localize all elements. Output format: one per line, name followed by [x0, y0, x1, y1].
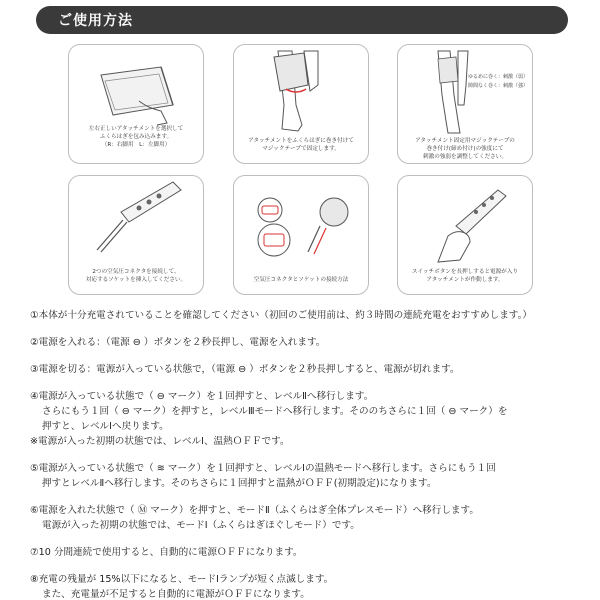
step-card-connector-method: [233, 175, 369, 295]
section-title: ご使用方法: [58, 13, 133, 29]
card-caption: 空気圧コネクタとソケットの接続方法: [253, 277, 349, 283]
step-card-adjust-strength: [397, 44, 533, 164]
strength-labels: ゆるめに巻く：刺激（弱） 隙間なく巻く：刺激（強）: [468, 74, 529, 89]
card-caption: スイッチボタンを長押しすると電源が入り アタッチメントが作動します。: [411, 269, 519, 283]
instruction-item-5: ⑤電源が入っている状態で（ ≋ マーク）を１回押すと、レベルⅠの温熱モードへ移行します。さらにもう１回 押すとレベルⅡへ移行します。そのちさらに１回押すと温熱がＯＦＦ(初期設定)になります。: [30, 463, 496, 489]
card-caption: 左右正しいアタッチメントを選択して ふくらはぎを包み込みます。 （R：右脚用 L：左脚用）: [88, 126, 184, 148]
card-caption: アタッチメントをふくらはぎに巻き付けて マジックテープで固定します。: [248, 138, 354, 152]
instructions-list: [30, 308, 590, 600]
instruction-item-6: ⑥電源を入れた状態で（ Ⓜ マーク）を押すと、モードⅡ（ふくらはぎ全体プレスモード）へ移行します。 電源が入った初期の状態では、モードⅠ（ふくらはぎほぐしモード）です。: [30, 505, 479, 531]
section-header: [36, 6, 568, 34]
instruction-item-4: ④電源が入っている状態で（ ⊖ マーク）を１回押すと、レベルⅡへ移行します。 さらにもう１回（ ⊖ マーク）を押すと，レベルⅢモードへ移行します。そののちさらに１回（ ⊖ マーク）を 押すと、レベルⅠへ戻ります。 ※電源が入った初期の状態では、レベルⅠ、温熱ＯＦＦです。: [30, 391, 508, 447]
step-card-connect-connectors: [68, 175, 204, 295]
instruction-item-7: ⑦10 分間連続で使用すると、自動的に電源ＯＦＦになります。: [30, 547, 303, 558]
step-card-select-attachment: [68, 44, 204, 164]
instruction-item-8: ⑧充電の残量が 15%以下になると、モードⅠランプが短く点滅します。 また、充電量が不足すると自動的に電源がＯＦＦになります。: [30, 574, 334, 600]
instruction-item-2: ②電源を入れる：（電源 ⊖ ）ボタンを２秒長押し、電源を入れます。: [30, 337, 326, 348]
card-caption: 2つの空気圧コネクタを接続して、 対応するソケットを挿入してください。: [85, 269, 187, 283]
step-card-wrap-calf: [233, 44, 369, 164]
card-caption: アタッチメント固定用マジックテープの 巻き付け(締め付け)の強度にて 刺激の強弱を調整してください。: [415, 138, 515, 160]
instruction-item-1: ①本体が十分充電されていることを確認してください（初回のご使用前は、約３時間の連続充電をおすすめします。）: [30, 310, 533, 321]
instruction-item-3: ③電源を切る：電源が入っている状態で，（電源 ⊖ ）ボタンを２秒長押しすると、電源が切れます。: [30, 364, 460, 375]
step-card-power-on: [397, 175, 533, 295]
